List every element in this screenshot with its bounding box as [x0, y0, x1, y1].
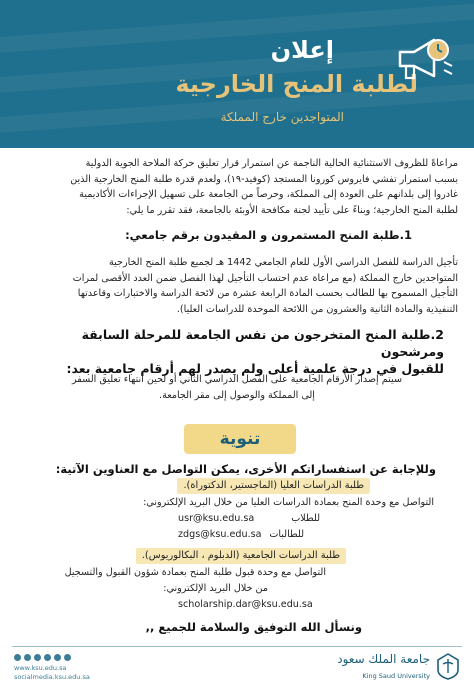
section2-line: إلى المملكة والوصول إلى مقر الجامعة.: [159, 389, 315, 401]
university-name-en: King Saud University: [362, 672, 430, 680]
section2-line: سيتم إصدار الأرقام الجامعية على الفصل الدراسي الثاني أو لحين انتهاء تعليق السفر: [71, 374, 402, 385]
undergrad-contact-line: التواصل مع وحدة قبول طلبة المنح بعمادة شؤون القبول والتسجيل: [64, 567, 326, 578]
section1-line: تأجيل الدراسة للفصل الدراسي الأول للعام الجامعي 1442 هـ لجميع طلبة المنح الخارجية: [108, 257, 458, 268]
scholarship-email[interactable]: scholarship.dar@ksu.edu.sa: [178, 599, 313, 610]
female-students-label: للطالبات: [269, 529, 304, 540]
facebook-icon[interactable]: [44, 654, 51, 661]
male-students-label: للطلاب: [291, 513, 320, 524]
linkedin-icon[interactable]: [54, 654, 61, 661]
footer-divider: [12, 646, 462, 647]
twitter-icon[interactable]: [14, 654, 21, 661]
footer-social: [14, 654, 90, 681]
section2-title: [20, 326, 444, 377]
notice-badge: تنوية: [184, 424, 296, 454]
section1-line: التنفيذية والمادة الثانية والعشرون من اللائحة الموحدة للدراسات العليا).: [176, 303, 458, 315]
section1-line: المتواجدين خارج المملكة (مع مراعاة عدم احتساب التأجيل لهذا الفصل ضمن العدد الأقصى لمرات: [72, 272, 458, 284]
undergrad-contact-line: من خلال البريد الإلكتروني:: [163, 583, 268, 594]
contact-heading: وللإجابة عن استفساراتكم الأخرى، يمكن التواصل مع العناوين الآتية:: [55, 462, 436, 476]
header-banner: [0, 0, 474, 148]
section2-body: [40, 372, 434, 403]
section1-body: [16, 255, 458, 317]
university-logo-icon: [436, 652, 460, 680]
section1-title: 1.طلبة المنح المستمرون و المقيدون برقم جامعي:: [125, 228, 412, 242]
section2-title-line: 2.طلبة المنح المتخرجون من نفس الجامعة للمرحلة السابقة ومرشحون: [81, 327, 444, 359]
undergrad-students-label: طلبة الدراسات الجامعية (الدبلوم ، البكالوريوس).: [136, 548, 346, 564]
intro-line: لطلبة المنح الخارجية؛ وبناءً على تأييد لجنة مكافحة الأوبئة بالجامعة، فقد تقرر ما يلي:: [126, 204, 458, 216]
intro-line: بسبب استمرار تفشي فايروس كورونا المستجد (كوفيد-١٩)، ولعدم قدرة طلبة المنح الخارجية الذين: [70, 173, 458, 185]
announcement-title: إعلان: [270, 36, 334, 64]
male-students-email[interactable]: usr@ksu.edu.sa: [178, 513, 255, 524]
megaphone-icon: [394, 28, 456, 90]
grad-contact-line: التواصل مع وحدة المنح بعمادة الدراسات العليا من خلال البريد الإلكتروني:: [143, 497, 434, 508]
instagram-icon[interactable]: [34, 654, 41, 661]
grad-students-label: طلبة الدراسات العليا (الماجستير، الدكتوراة).: [177, 478, 370, 494]
university-branding: [337, 650, 460, 684]
intro-paragraph: [16, 156, 458, 218]
closing-remark: ونسأل الله التوفيق والسلامة للجميع ,,: [145, 620, 362, 634]
intro-line: غادروا إلى بلدانهم على العودة إلى المملكة، وحرصاً من الجامعة على تسهيل الإجراءات الأكاديمية: [79, 189, 458, 201]
social-media-link[interactable]: socialmedia.ksu.edu.sa: [14, 673, 90, 681]
announcement-subject: لطلبة المنح الخارجية: [175, 70, 418, 98]
announcement-subtitle: المتواجدين خارج المملكة: [220, 110, 344, 124]
snapchat-icon[interactable]: [64, 654, 71, 661]
section2-title-line: للقبول في درجة علمية أعلى ولم يصدر لهم أرقام جامعية بعد:: [66, 361, 444, 376]
female-students-email[interactable]: zdgs@ksu.edu.sa: [178, 529, 262, 540]
university-name-ar: جامعة الملك سعود: [337, 652, 430, 666]
youtube-icon[interactable]: [24, 654, 31, 661]
section1-line: التأجيل المسموح بها للطالب بحسب المادة الرابعة عشرة من لائحة الدراسة والاختبارات وقاعدتها: [77, 288, 458, 300]
website-link[interactable]: www.ksu.edu.sa: [14, 664, 67, 672]
intro-line: مراعاةً للظروف الاستثنائية الحالية الناجمة عن استمرار قرار تعليق حركة الملاحة الجوية الدولية: [85, 158, 458, 169]
